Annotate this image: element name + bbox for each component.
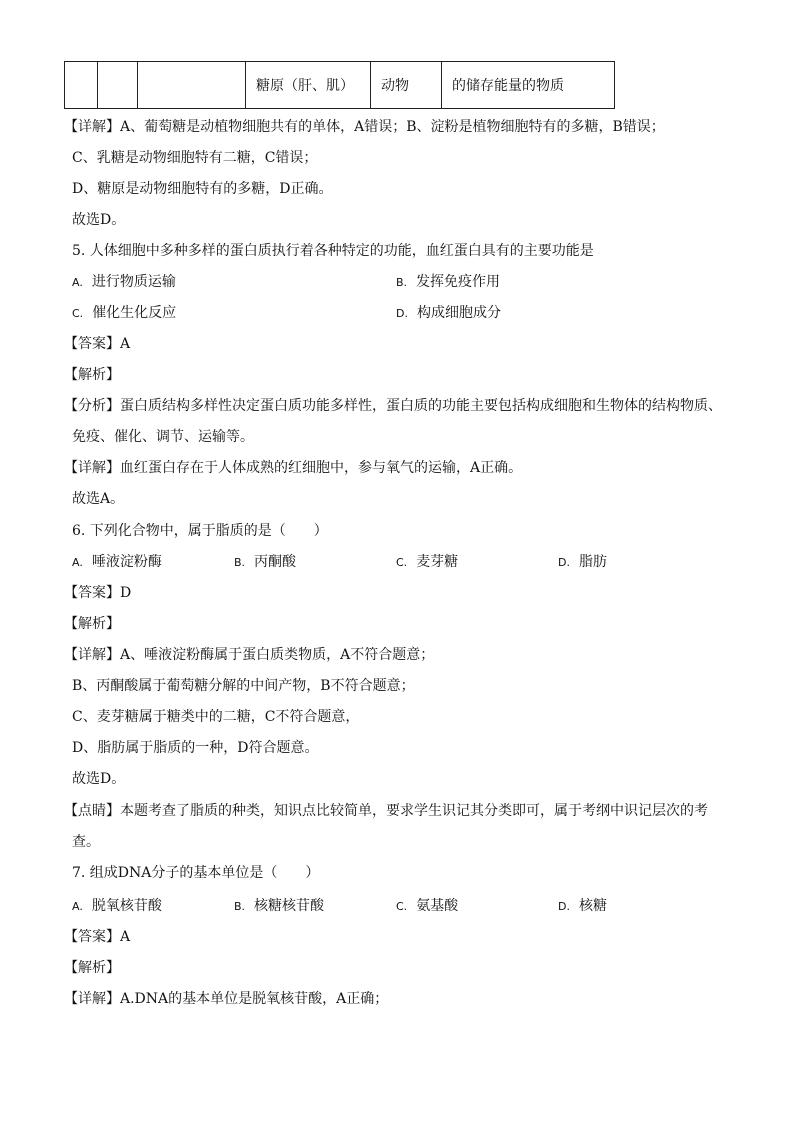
detail-q6-b: B、丙酮酸属于葡萄糖分解的中间产物，B不符合题意； [72, 678, 415, 694]
option-q5-a: A. 进行物质运输 [72, 274, 176, 290]
option-q5-b: B. 发挥免疫作用 [396, 274, 501, 290]
option-q6-b: B. 丙酮酸 [234, 554, 297, 570]
detail-q4-d: D、糖原是动物细胞特有的多糖，D正确。 [72, 181, 333, 197]
table-row [65, 62, 615, 109]
analysis-heading-q6: 【解析】 [64, 616, 120, 632]
option-q7-a: A. 脱氧核苷酸 [72, 898, 162, 914]
table-cell [65, 62, 98, 109]
comment-q6-line2: 查。 [72, 834, 100, 850]
table-cell [138, 62, 246, 109]
option-q5-d: D. 构成细胞成分 [396, 305, 501, 321]
option-q7-b: B. 核糖核苷酸 [234, 898, 325, 914]
option-q7-d: D. 核糖 [558, 898, 607, 914]
table-cell [98, 62, 138, 109]
conclusion-q4: 故选D。 [72, 212, 126, 228]
detail-q6-d: D、脂肪属于脂质的一种，D符合题意。 [72, 740, 319, 756]
detail-q4-c: C、乳糖是动物细胞特有二糖，C错误； [72, 150, 318, 166]
sugar-table-fragment [64, 61, 615, 109]
detail-q6-a: 【详解】A、唾液淀粉酶属于蛋白质类物质，A不符合题意； [64, 647, 435, 663]
answer-q5: 【答案】A [64, 336, 131, 352]
analysis-heading-q5: 【解析】 [64, 367, 120, 383]
detail-q5: 【详解】血红蛋白存在于人体成熟的红细胞中，参与氧气的运输，A正确。 [64, 460, 523, 476]
option-q6-a: A. 唾液淀粉酶 [72, 554, 162, 570]
question-5: 5. 人体细胞中多种多样的蛋白质执行着各种特定的功能，血红蛋白具有的主要功能是 [72, 243, 594, 259]
table-cell: 的储存能量的物质 [442, 62, 615, 109]
table-cell: 动物 [371, 62, 442, 109]
detail-q6-c: C、麦芽糖属于糖类中的二糖，C不符合题意， [72, 709, 360, 725]
analysis-q5-line2: 免疫、催化、调节、运输等。 [72, 429, 254, 445]
conclusion-q5: 故选A。 [72, 491, 125, 507]
table-cell: 糖原（肝、肌） [246, 62, 371, 109]
detail-q4-a: 【详解】A、葡萄糖是动植物细胞共有的单体，A错误；B、淀粉是植物细胞特有的多糖，B错误； [64, 119, 665, 135]
option-q5-c: C. 催化生化反应 [72, 305, 177, 321]
question-6: 6. 下列化合物中，属于脂质的是（ ） [72, 523, 328, 539]
option-q6-d: D. 脂肪 [558, 554, 607, 570]
analysis-q5-line1: 【分析】蛋白质结构多样性决定蛋白质功能多样性，蛋白质的功能主要包括构成细胞和生物体的结构物质、 [64, 398, 722, 414]
conclusion-q6: 故选D。 [72, 771, 126, 787]
question-7: 7. 组成DNA分子的基本单位是（ ） [72, 865, 320, 881]
option-q7-c: C. 氨基酸 [396, 898, 459, 914]
answer-q6: 【答案】D [64, 585, 132, 601]
comment-q6-line1: 【点睛】本题考查了脂质的种类，知识点比较简单，要求学生识记其分类即可，属于考纲中识记层次的考 [64, 803, 708, 819]
detail-q7-a: 【详解】A.DNA的基本单位是脱氧核苷酸，A正确； [64, 991, 389, 1007]
option-q6-c: C. 麦芽糖 [396, 554, 459, 570]
analysis-heading-q7: 【解析】 [64, 960, 120, 976]
answer-q7: 【答案】A [64, 929, 131, 945]
